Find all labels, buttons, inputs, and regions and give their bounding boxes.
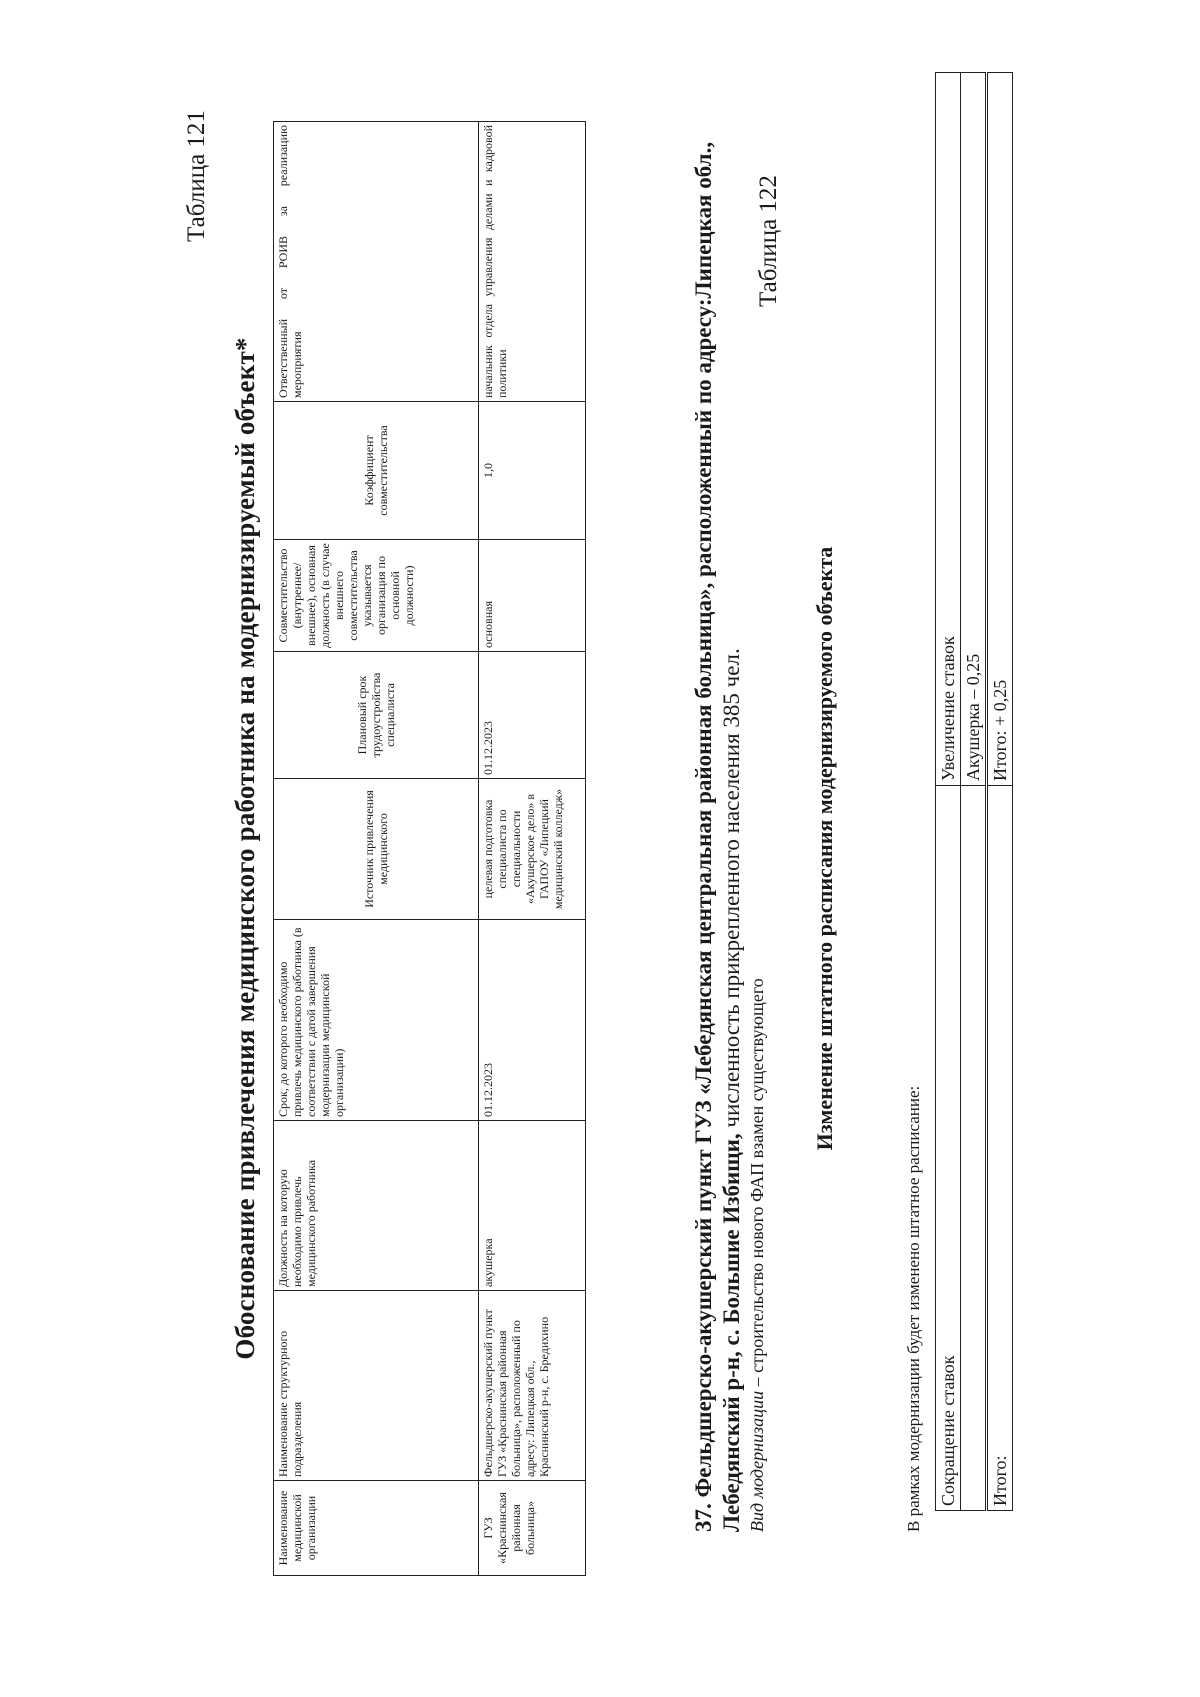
staffing-intro: В рамках модернизации будет изменено штатное расписание: <box>904 1085 923 1532</box>
header-cell: Должность на которую необходимо привлечь медицинского работника <box>274 1121 479 1291</box>
header-cell: Совместительство (внутреннее/внешнее), основная должность (в случае внешнего совместительства указывается организация по основной должности) <box>274 540 479 652</box>
table-cell: основная <box>479 540 586 652</box>
header-cell: Ответственный от РОИВ за реализацию мероприятия <box>274 122 479 402</box>
right-total-cell: Итого: + 0,25 <box>987 73 1013 786</box>
table-cell: ГУЗ «Краснинская районная больница» <box>479 1481 586 1576</box>
modernization-type-label: Вид модернизации <box>747 1390 767 1532</box>
table-cell: 01.12.2023 <box>479 652 586 779</box>
section-37-heading <box>690 82 746 1532</box>
modernization-type <box>747 232 768 1532</box>
section-37-bold: 37. Фельдшерско-акушерский пункт ГУЗ «Лебедянская центральная районная больница», расположенный по адресу:Липецкая обл., Лебедянский р-н, с. Большие Избищи, <box>691 141 744 1532</box>
header-cell: Источник привлечения медицинского <box>274 779 479 920</box>
table-122-title: Изменение штатного расписания модернизируемого объекта <box>812 546 837 1151</box>
table-cell: 1,0 <box>479 402 586 540</box>
table-row <box>961 73 987 1511</box>
header-cell: Коэффициент совместительства <box>274 402 479 540</box>
table-122-label: Таблица 122 <box>755 175 782 307</box>
table-122 <box>935 72 1013 1511</box>
section-37-population: численность прикрепленного населения 385 чел. <box>719 648 744 1134</box>
table-cell: целевая подготовка специалиста по специальности «Акушерское дело» в ГАПОУ «Липецкий медицинский колледж» <box>479 779 586 920</box>
header-cell: Срок, до которого необходимо привлечь медицинского работника (в соответствии с датой завершения модернизации медицинской организации) <box>274 920 479 1121</box>
header-cell: Плановый срок трудоустройства специалиста <box>274 652 479 779</box>
table-121 <box>273 121 586 1576</box>
table-row <box>987 73 1013 1511</box>
table-cell: акушерка <box>479 1121 586 1291</box>
modernization-type-text: – строительство нового ФАП взамен существующего <box>747 978 767 1391</box>
table-row <box>936 73 961 1511</box>
right-header-cell: Увеличение ставок <box>936 73 961 786</box>
table-cell: 01.12.2023 <box>479 920 586 1121</box>
table-cell: Фельдшерско-акушерский пункт ГУЗ «Краснинская районная больница», расположенный по адресу: Липецкая обл., Краснинский р-н, с. Бредихино <box>479 1291 586 1481</box>
header-cell: Наименование медицинской организации <box>274 1481 479 1576</box>
left-total-cell: Итого: <box>987 786 1013 1511</box>
left-item-cell <box>961 786 987 1511</box>
right-item-cell: Акушерка – 0,25 <box>961 73 987 786</box>
table-121-label: Таблица 121 <box>183 110 210 242</box>
left-header-cell: Сокращение ставок <box>936 786 961 1511</box>
header-cell: Наименование структурного подразделения <box>274 1291 479 1481</box>
table-121-title: Обоснование привлечения медицинского работника на модернизируемый объект* <box>230 337 260 1360</box>
table-cell: начальник отдела управления делами и кадровой политики <box>479 122 586 402</box>
table-121-header-row <box>274 122 479 1576</box>
table-row <box>479 122 586 1576</box>
